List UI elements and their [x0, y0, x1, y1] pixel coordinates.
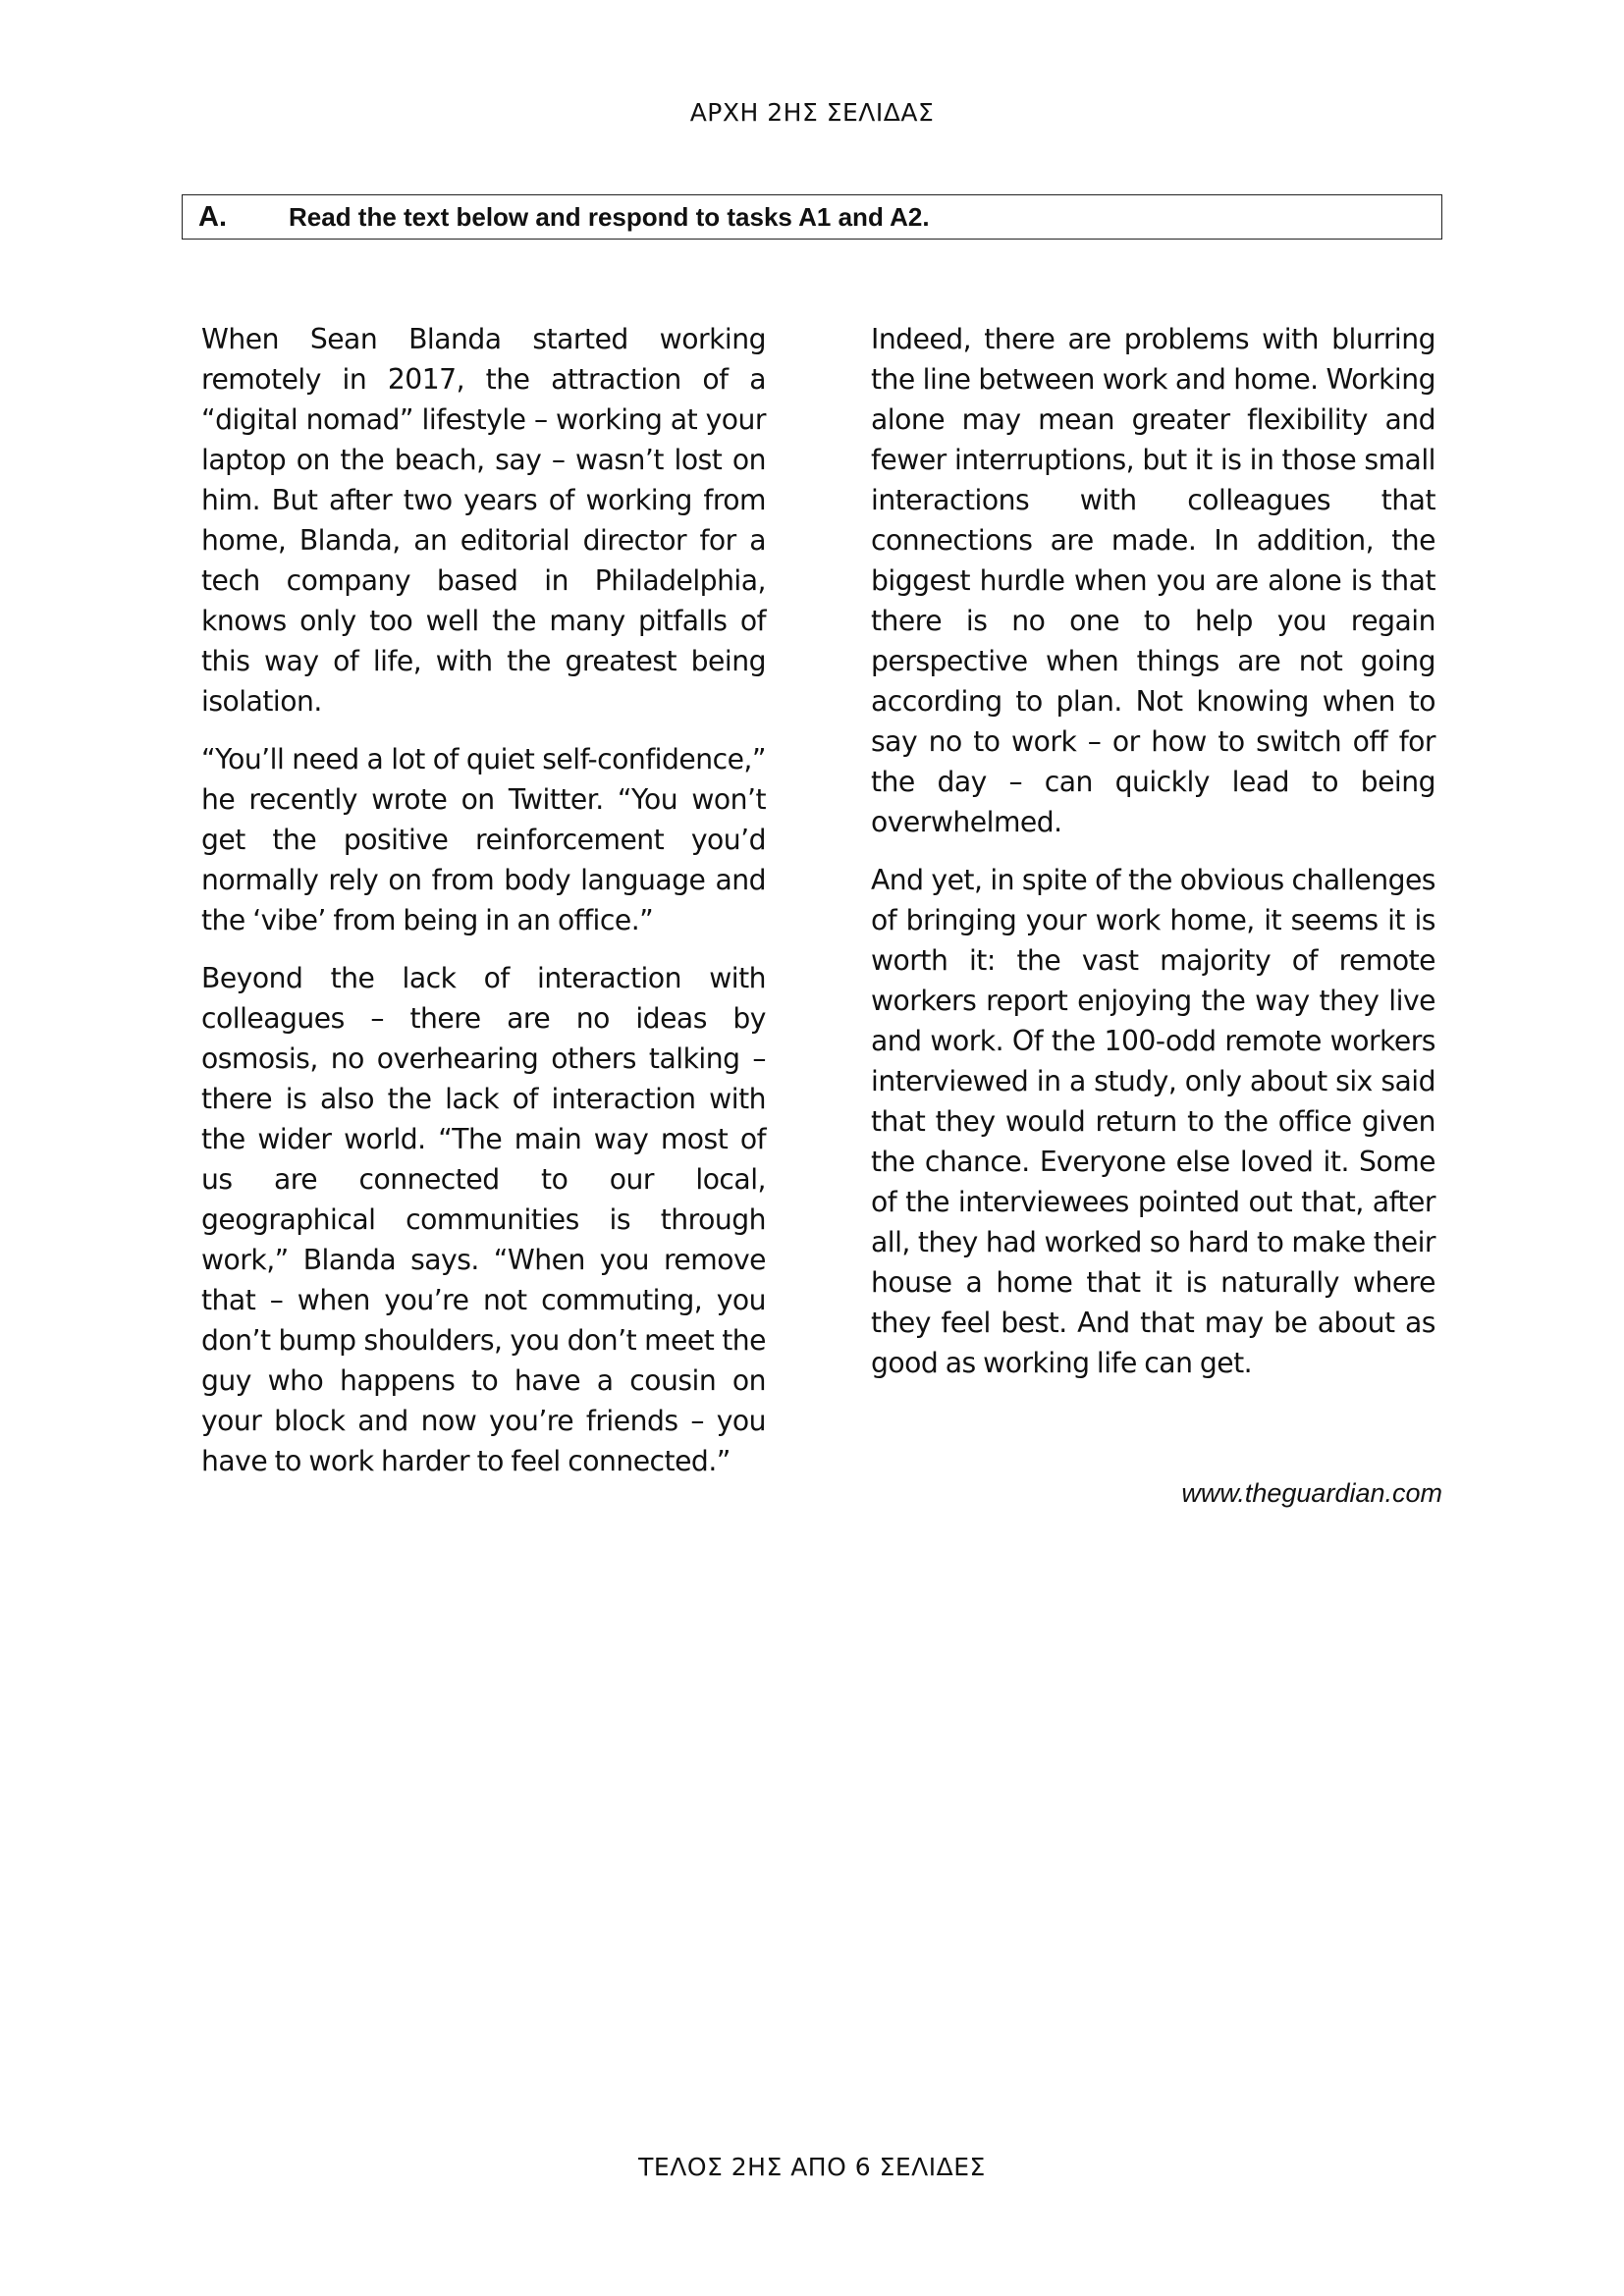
article-paragraph: “You’ll need a lot of quiet self-confidence,” he recently wrote on Twitter. “You won’t get the positive reinforcement you’d normally rely on from body language and the ‘vibe’ from being in an office.” — [201, 743, 766, 936]
page-footer: ΤΕΛΟΣ 2ΗΣ ΑΠΟ 6 ΣΕΛΙΔΕΣ — [638, 2153, 986, 2181]
article-source: www.theguardian.com — [1181, 1478, 1442, 1508]
task-instruction: Read the text below and respond to tasks A1 and A2. — [289, 201, 930, 232]
article-left-column — [201, 319, 766, 1499]
article-paragraph: Indeed, there are problems with blurring the line between work and home. Working alone may mean greater flexibility and fewer interruptions, but it is in those small interactions with colleagues that connections are made. In addition, the biggest hurdle when you are alone is that there is no one to help you regain perspective when things are not going according to plan. Not knowing when to say no to work – or how to switch off for the day – can quickly lead to being overwhelmed. — [871, 323, 1435, 838]
article-paragraph: When Sean Blanda started working remotely in 2017, the attraction of a “digital nomad” lifestyle – working at your laptop on the beach, say – wasn’t lost on him. But after two years of working from home, Blanda, an editorial director for a tech company based in Philadelphia, knows only too well the many pitfalls of this way of life, with the greatest being isolation. — [201, 323, 766, 718]
article-right-column — [871, 319, 1435, 1401]
article-paragraph: And yet, in spite of the obvious challenges of bringing your work home, it seems it is worth it: the vast majority of remote workers report enjoying the way they live and work. Of the 100-odd remote workers interviewed in a study, only about six said that they would return to the office given the chance. Everyone else loved it. Some of the interviewees pointed out that, after all, they had worked so hard to make their house a home that it is naturally where they feel best. And that may be about as good as working life can get. — [871, 864, 1435, 1379]
task-instruction-box — [182, 194, 1442, 240]
task-letter: A. — [198, 200, 227, 233]
page-header: ΑΡΧΗ 2ΗΣ ΣΕΛΙΔΑΣ — [689, 98, 935, 127]
article-paragraph: Beyond the lack of interaction with colleagues – there are no ideas by osmosis, no overhearing others talking – there is also the lack of interaction with the wider world. “The main way most of us are connected to our local, geographical communities is through work,” Blanda says. “When you remove that – when you’re not commuting, you don’t bump shoulders, you don’t meet the guy who happens to have a cousin on your block and now you’re friends – you have to work harder to feel connected.” — [201, 962, 766, 1477]
